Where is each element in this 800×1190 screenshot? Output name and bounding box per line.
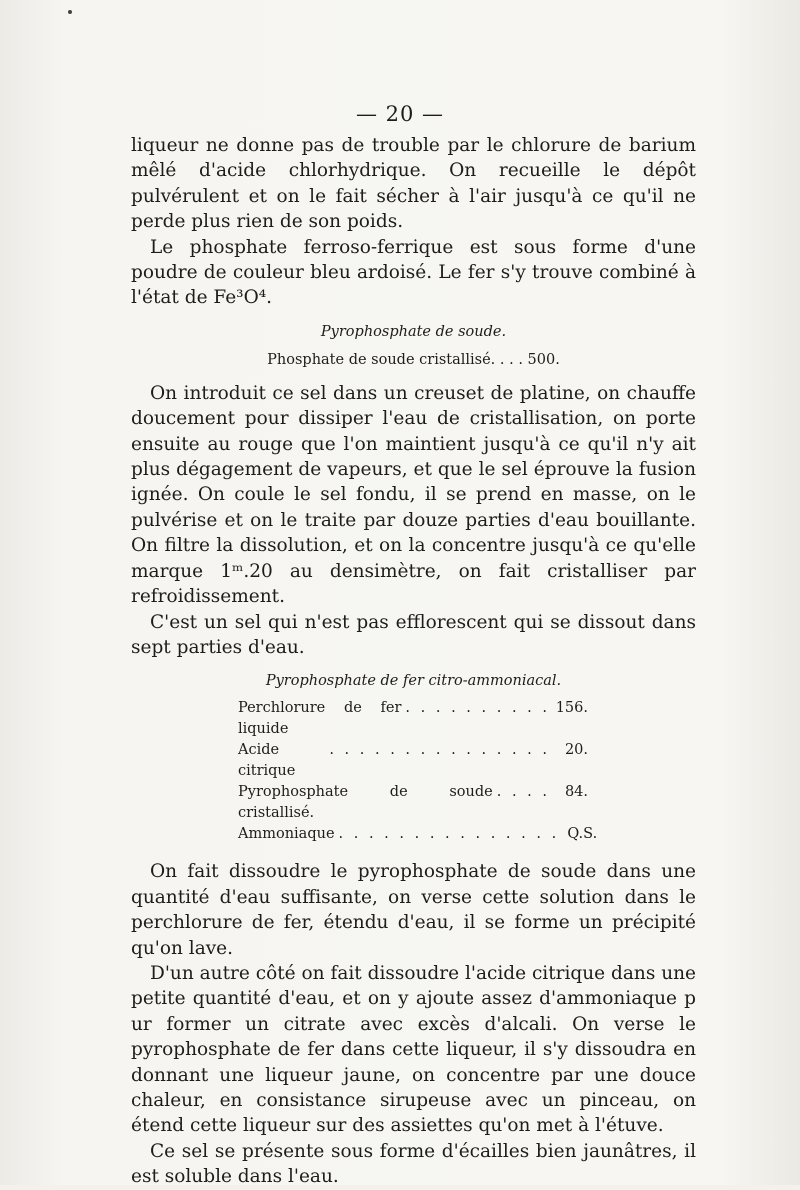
- recipe-leader-dots: . . . . . . . . . .: [405, 700, 550, 717]
- ink-speck: [68, 10, 72, 14]
- recipe-list: [238, 698, 598, 845]
- recipe-item-name: Acide citrique: [238, 742, 296, 780]
- page-body: [131, 133, 696, 1190]
- paragraph-4: C'est un sel qui n'est pas efflorescent qui se dissout dans sept parties d'eau.: [131, 611, 696, 658]
- recipe-item-quantity: 84.: [564, 784, 588, 801]
- recipe-leader-dots: . . . .: [496, 784, 550, 801]
- recipe-item-name: Ammoniaque: [238, 826, 335, 843]
- paragraph-6: D'un autre côté on fait dissoudre l'acide citrique dans une petite quantité d'eau, et on y ajoute assez d'ammoniaque p ur former un citrate avec excès d'alcali. On verse le pyrophosphate de fer dans cette liqueur, il s'y dissoudra en donnant une liqueur jaune, on concentre par une douce chaleur, en consistance sirupeuse avec un pinceau, on étend cette liqueur sur des assiettes qu'on met à l'étuve.: [131, 962, 696, 1137]
- paragraph-7: Ce sel se présente sous forme d'écailles bien jaunâtres, il est soluble dans l'eau.: [131, 1140, 696, 1188]
- recipe-item-quantity: 20.: [564, 742, 588, 759]
- paragraph-3: On introduit ce sel dans un creuset de platine, on chauffe doucement pour dissiper l'eau de cristallisation, on porte ensuite au rouge que l'on maintient jusqu'à ce qu'il n'y ait plus dégagement de vapeurs, et que le sel éprouve la fusion ignée. On coule le sel fondu, il se prend en masse, on le pulvérise et on le traite par douze parties d'eau bouillante. On filtre la dissolution, et on la concentre jusqu'à ce qu'elle marque 1ᵐ.20 au densimètre, on fait cristalliser par refroidissement.: [131, 382, 696, 608]
- recipe-item-name: Perchlorure de fer liquide: [238, 700, 402, 738]
- section-heading-pyrophosphate-fer: Pyrophosphate de fer citro-ammoniacal.: [265, 673, 562, 690]
- recipe-item-quantity: Q.S.: [567, 826, 598, 843]
- ingredient-line-phosphate: Phosphate de soude cristallisé. . . . 500.: [267, 351, 560, 368]
- section-heading-pyrophosphate-soude: Pyrophosphate de soude.: [320, 323, 507, 340]
- recipe-leader-dots: . . . . . . . . . . . . . . .: [329, 742, 550, 759]
- paragraph-2: Le phosphate ferroso-ferrique est sous forme d'une poudre de couleur bleu ardoisé. Le fer s'y trouve combiné à l'état de Fe³O⁴.: [131, 236, 696, 309]
- recipe-item-quantity: 156.: [555, 700, 588, 717]
- recipe-item-name: Pyrophosphate de soude cristallisé.: [238, 784, 493, 822]
- recipe-leader-dots: . . . . . . . . . . . . . . .: [338, 826, 560, 843]
- recipe-item: [238, 824, 598, 845]
- page-number: — 20 —: [355, 102, 445, 126]
- paragraph-5: On fait dissoudre le pyrophosphate de soude dans une quantité d'eau suffisante, on verse cette solution dans le perchlorure de fer, étendu d'eau, il se forme un précipité qu'on lave.: [131, 861, 696, 959]
- paragraph-1: liqueur ne donne pas de trouble par le chlorure de barium mêlé d'acide chlorhydrique. On recueille le dépôt pulvérulent et on le fait sécher à l'air jusqu'à ce qu'il ne perde plus rien de son poids.: [131, 135, 696, 233]
- recipe-item: [238, 740, 588, 782]
- recipe-item: [238, 698, 588, 740]
- recipe-item: [238, 782, 588, 824]
